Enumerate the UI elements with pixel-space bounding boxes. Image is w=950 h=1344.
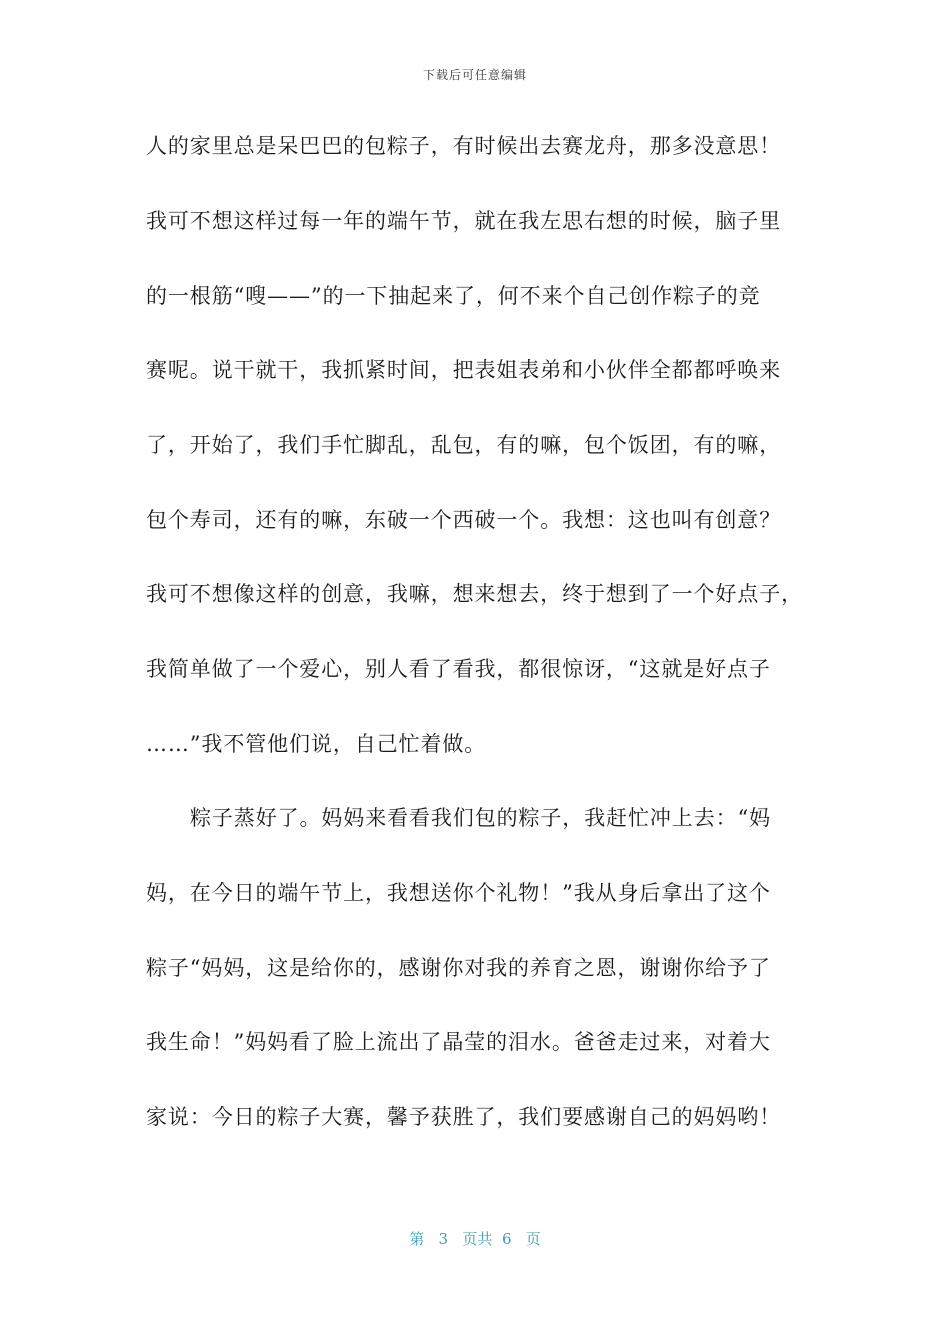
footer-middle: 页共 <box>462 1230 493 1248</box>
paragraph-line: 家说：今日的粽子大赛，馨予获胜了，我们要感谢自己的妈妈哟！ <box>146 1105 782 1129</box>
paragraph-line: 包个寿司，还有的嘛，东破一个西破一个。我想：这也叫有创意？ <box>146 508 782 532</box>
footer-page-number: 3 <box>438 1230 449 1248</box>
paragraph-line: 我简单做了一个爱心，别人看了看我，都很惊讶，“这就是好点子 <box>146 657 771 681</box>
paragraph-line: 我生命！”妈妈看了脸上流出了晶莹的泪水。爸爸走过来，对着大 <box>146 1030 771 1054</box>
page-header: 下载后可任意编辑 <box>422 68 527 82</box>
paragraph-line: 了，开始了，我们手忙脚乱，乱包，有的嘛，包个饭团，有的嘛， <box>146 433 782 457</box>
paragraph-line: 人的家里总是呆巴巴的包粽子，有时候出去赛龙舟，那多没意思！ <box>146 134 782 158</box>
paragraph-line: 我可不想这样过每一年的端午节，就在我左思右想的时候，脑子里 <box>146 209 782 233</box>
footer-prefix: 第 <box>409 1230 425 1248</box>
page-footer <box>0 1228 950 1249</box>
paragraph-line: ……”我不管他们说，自己忙着做。 <box>146 732 487 756</box>
paragraph-line: 赛呢。说干就干，我抓紧时间，把表姐表弟和小伙伴全都都呼唤来 <box>146 358 782 382</box>
footer-suffix: 页 <box>525 1230 541 1248</box>
paragraph-line: 妈，在今日的端午节上，我想送你个礼物！”我从身后拿出了这个 <box>146 881 771 905</box>
footer-total-pages: 6 <box>501 1230 512 1248</box>
paragraph-line: 的一根筋“嗖——”的一下抽起来了，何不来个自己创作粽子的竞 <box>146 284 761 308</box>
paragraph-line: 我可不想像这样的创意，我嘛，想来想去，终于想到了一个好点子， <box>146 582 803 606</box>
paragraph-line: 粽子“妈妈，这是给你的，感谢你对我的养育之恩，谢谢你给予了 <box>146 956 771 980</box>
paragraph-line-indented: 粽子蒸好了。妈妈来看看我们包的粽子，我赶忙冲上去：“妈 <box>190 806 772 830</box>
